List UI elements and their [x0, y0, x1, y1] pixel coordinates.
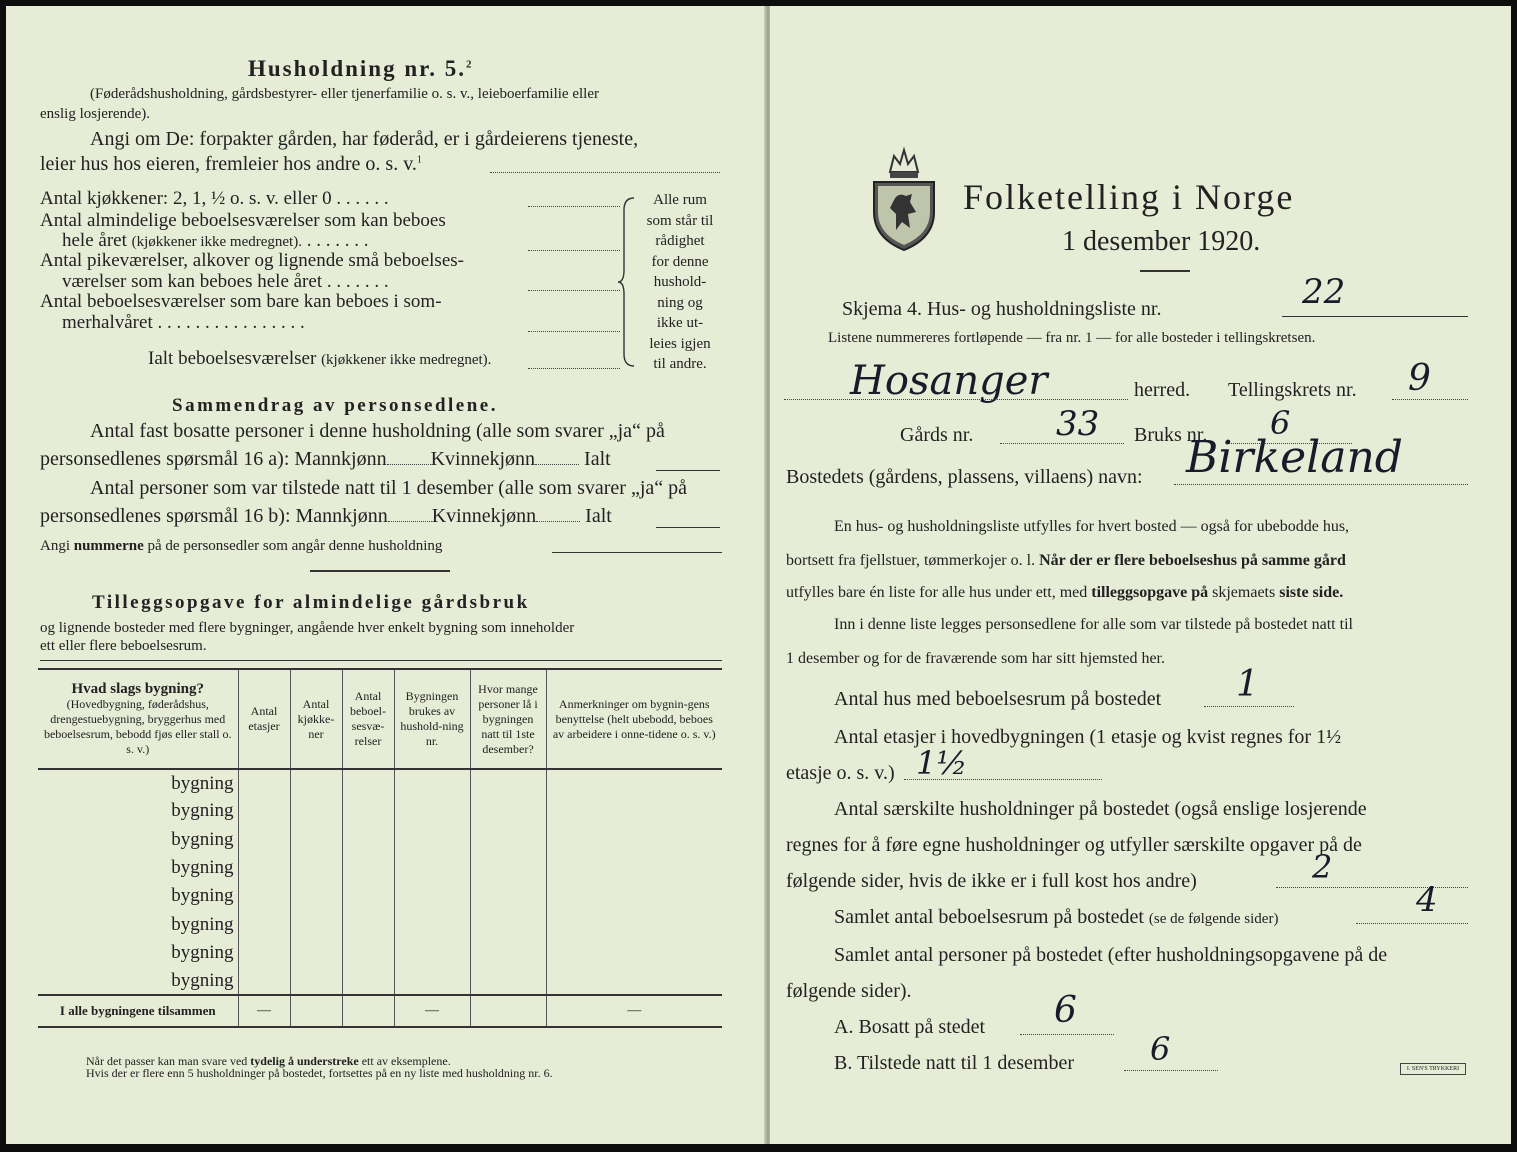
houses-label: Antal hus med beboelsesrum på bostedet [834, 688, 1162, 710]
printer-stamp: I. SEN'S TRYKKERI [1400, 1063, 1466, 1075]
form-title: Folketelling i Norge [963, 177, 1295, 217]
holding-number-handwritten: 6 [1270, 404, 1291, 442]
table-row: bygning [38, 769, 722, 797]
present-handwritten: 6 [1150, 1030, 1171, 1068]
col-remarks: Anmerkninger om bygnin-gens benyttelse (helt ubebodd, beboes av arbeidere i onne-tidene o. s. v.) [552, 696, 716, 741]
farm-number-handwritten: 33 [1056, 404, 1100, 444]
floors-handwritten: 1½ [916, 744, 968, 782]
place-name-label: Bostedets (gårdens, plassens, villaens) navn: [786, 466, 1143, 488]
brace-note: Alle rum som står til rådighet for denne hushold- ning og ikke ut- leies igjen til andre. [646, 192, 714, 372]
rooms-ordinary-line1: Antal almindelige beboelsesværelser som kan beboes [40, 210, 446, 231]
holding-number-label: Bruks nr. [1134, 424, 1208, 446]
col-household: Bygningen brukes av hushold-ning nr. [394, 669, 470, 769]
list-number-handwritten: 22 [1302, 272, 1346, 312]
intro-line2: bortsett fra fjellstuer, tømmerkojer o. l. Når der er flere beboelseshus på samme gård [786, 552, 1346, 569]
supplement-title: Tilleggsopgave for almindelige gårdsbruk [92, 592, 530, 613]
floors-line1: Antal etasjer i hovedbygningen (1 etasje og kvist regnes for 1½ [834, 726, 1342, 748]
col-persons: Hvor mange personer lå i bygningen natt til 1ste desember? [470, 669, 546, 769]
resident-handwritten: 6 [1054, 990, 1077, 1031]
table-row: bygning [38, 797, 722, 825]
municipality-handwritten: Hosanger [850, 358, 1048, 404]
col-floors: Antal etasjer [238, 669, 290, 769]
household-title: Husholdning nr. 5.$^2$ [248, 56, 474, 81]
place-name-handwritten: Birkeland [1186, 432, 1403, 483]
floors-line2: etasje o. s. v.) [786, 762, 895, 784]
household-subtitle-line1: (Føderådshusholdning, gårdsbestyrer- eller tjenerfamilie o. s. v., leieboerfamilie eller [90, 86, 599, 102]
col-rooms: Antal beboel-sesvæ-relser [342, 669, 394, 769]
rooms-kitchens: Antal kjøkkener: 2, 1, ½ o. s. v. eller 0 . . . . . . [40, 188, 389, 209]
farm-number-label: Gårds nr. [900, 424, 974, 446]
summary-p1-line2: personsedlenes spørsmål 16 a): Mannkjønn Kvinnekjønn Ialt [40, 448, 611, 470]
schema-label: Skjema 4. Hus- og husholdningsliste nr. [842, 298, 1162, 320]
present-label: B. Tilstede natt til 1 desember [834, 1052, 1074, 1074]
table-row: bygning [38, 882, 722, 910]
intro-line5: 1 desember og for de fraværende som har sitt hjemsted her. [786, 650, 1165, 667]
intro-line3: utfylles bare én liste for alle hus under ett, med tilleggsopgave på skjemaets siste side. [786, 584, 1344, 601]
rooms-total-handwritten: 4 [1416, 880, 1438, 920]
form-date: 1 desember 1920. [1062, 226, 1261, 257]
houses-handwritten: 1 [1236, 664, 1259, 705]
rooms-summer-line1: Antal beboelsesværelser som bare kan beboes i som- [40, 291, 442, 312]
rooms-ordinary-line2: hele året (kjøkkener ikke medregnet). . . . . . . . [62, 230, 369, 251]
angi-line2: leier hus hos eieren, fremleier hos andre o. s. v.$^1$ [40, 153, 422, 175]
table-total-row: I alle bygningene tilsammen — — — [38, 995, 722, 1027]
persons-line2: følgende sider). [786, 980, 912, 1002]
households-line1: Antal særskilte husholdninger på bostedet (også enslige losjerende [834, 798, 1367, 820]
table-row: bygning [38, 854, 722, 882]
summary-p1-line1: Antal fast bosatte personer i denne husholdning (alle som svarer „ja“ på [90, 420, 665, 442]
household-subtitle-line2: enslig losjerende). [40, 106, 150, 122]
angi-line1: Angi om De: forpakter gården, har føderåd, er i gårdeierens tjeneste, [90, 128, 639, 150]
households-handwritten: 2 [1312, 848, 1333, 886]
col-building-type: Hvad slags bygning? (Hovedbygning, føderådshus, drengestuebygning, bryggerhus med beboelsesrum, bebodd fjøs eller stall o. s. v.) [38, 669, 238, 769]
rooms-maid-line2: værelser som kan beboes hele året . . . . . . . [62, 271, 389, 292]
intro-line1: En hus- og husholdningsliste utfylles for hvert bosted — også for ubebodde hus, [834, 518, 1350, 535]
table-row: bygning [38, 967, 722, 995]
rooms-total-label: Samlet antal beboelsesrum på bostedet (se de følgende sider) [834, 906, 1279, 928]
summary-p3: Angi nummerne på de personsedler som angår denne husholdning [40, 538, 443, 554]
summary-title: Sammendrag av personsedlene. [172, 395, 498, 416]
col-kitchens: Antal kjøkke-ner [290, 669, 342, 769]
rooms-total: Ialt beboelsesværelser (kjøkkener ikke medregnet). [148, 348, 492, 369]
table-row: bygning [38, 826, 722, 854]
supplement-line2: ett eller flere beboelsesrum. [40, 638, 207, 654]
intro-line4: Inn i denne liste legges personsedlene for alle som var tilstede på bostedet natt til [834, 616, 1353, 633]
norwegian-coat-of-arms-icon [868, 142, 940, 252]
summary-p2-line2: personsedlenes spørsmål 16 b): Mannkjønn Kvinnekjønn Ialt [40, 505, 612, 527]
resident-label: A. Bosatt på stedet [834, 1016, 986, 1038]
municipality-label: herred. [1134, 379, 1191, 401]
summary-p2-line1: Antal personer som var tilstede natt til 1 desember (alle som svarer „ja“ på [90, 477, 688, 499]
numbering-note: Listene nummereres fortløpende — fra nr. 1 — for alle bosteder i tellingskretsen. [828, 330, 1316, 346]
persons-line1: Samlet antal personer på bostedet (efter husholdningsopgavene på de [834, 944, 1388, 966]
district-handwritten: 9 [1408, 358, 1431, 399]
district-label: Tellingskrets nr. [1228, 379, 1357, 401]
supplement-line1: og lignende bosteder med flere bygninger, angående hver enkelt bygning som inneholder [40, 620, 575, 636]
rooms-maid-line1: Antal pikeværelser, alkover og lignende små beboelses- [40, 250, 464, 271]
footnote-line1: Når det passer kan man svare ved tydelig å understreke ett av eksemplene. [86, 1054, 451, 1068]
households-line3: følgende sider, hvis de ikke er i full kost hos andre) [786, 870, 1197, 892]
table-row: bygning [38, 910, 722, 938]
rooms-summer-line2: merhalvåret . . . . . . . . . . . . . . . . [62, 312, 305, 333]
table-row: bygning [38, 939, 722, 967]
footnote-line2: Hvis der er flere enn 5 husholdninger på bostedet, fortsettes på en ny liste med husholdning nr. 6. [86, 1066, 553, 1080]
households-line2: regnes for å føre egne husholdninger og utfyller særskilte opgaver på de [786, 834, 1362, 856]
buildings-table [38, 668, 722, 1028]
